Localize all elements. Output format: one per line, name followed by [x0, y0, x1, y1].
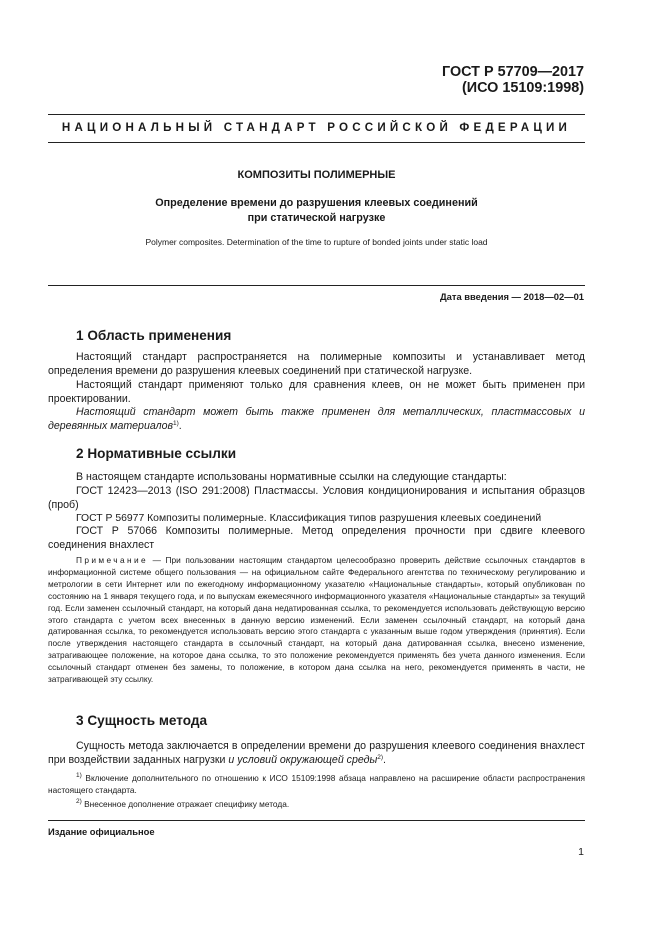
- section-3-paragraph: Сущность метода заключается в определении времени до разрушения клеевого соединения внахлест при воздействии заданных нагрузки и условий окружающей среды$^{2)}$.: [48, 740, 585, 766]
- section-1-paragraph-2: Настоящий стандарт применяют только для сравнения клеев, он не может быть применен при проектировании.: [48, 379, 585, 405]
- document-subtitle-line1: Определение времени до разрушения клеевых соединений: [155, 197, 478, 209]
- section-2-intro: В настоящем стандарте использованы нормативные ссылки на следующие стандарты:: [76, 471, 507, 483]
- footnote-ref-1: 1): [173, 419, 179, 427]
- standard-code: ГОСТ Р 57709—2017: [441, 64, 584, 80]
- title-bottom-rule: [48, 285, 585, 286]
- section-1-paragraph-1: Настоящий стандарт распространяется на полимерные композиты и устанавливает метод определения времени до разрушения клеевых соединений при статической нагрузке.: [48, 351, 585, 377]
- english-title: Polymer composites. Determination of the time to rupture of bonded joints under static load: [145, 237, 488, 247]
- reference-gost-56977: ГОСТ Р 56977 Композиты полимерные. Классификация типов разрушения клеевых соединений: [76, 513, 542, 524]
- edition-rule: [48, 820, 585, 821]
- reference-gost-12423: ГОСТ 12423—2013 (ISO 291:2008) Пластмассы. Условия кондиционирования и испытания образцов (проб): [48, 485, 585, 511]
- header-top-rule: [48, 114, 585, 115]
- introduction-date: Дата введения — 2018—02—01: [439, 291, 584, 302]
- reference-gost-57066: ГОСТ Р 57066 Композиты полимерные. Метод определения прочности при сдвиге клеевого соединения внахлест: [48, 525, 585, 551]
- note-label: Примечание: [76, 555, 149, 565]
- section-1-heading: 1 Область применения: [76, 328, 232, 343]
- footnote-1: $^{1)}$ Включение дополнительного по отношению к ИСО 15109:1998 абзаца направлено на расширение области распространения настоящего стандарта.: [48, 772, 585, 795]
- footnote-2: $^{2)}$ Внесенное дополнение отражает специфику метода.: [76, 798, 290, 809]
- section-3-heading: 3 Сущность метода: [76, 713, 208, 728]
- document-subtitle-line2: при статической нагрузке: [247, 212, 386, 224]
- section-2-heading: 2 Нормативные ссылки: [76, 446, 237, 461]
- iso-code: (ИСО 15109:1998): [462, 80, 584, 96]
- section-1-paragraph-3: Настоящий стандарт может быть также применен для металлических, пластмассовых и деревянных материалов$^{1)}$.: [48, 406, 585, 432]
- section-2-note: Примечание — При пользовании настоящим стандартом целесообразно проверить действие ссылочных стандартов в информационной системе общего пользования — на официальном сайте Федерального агентства по техническому регулированию и метрологии в сети Интернет или по ежегодному информационному указателю «Национальные стандарты», который опубликован по состоянию на 1 января текущего года, и по выпускам ежемесячного информационного указателя «Национальные стандарты» за текущий год. Если заменен ссылочный стандарт, на который дана недатированная ссылка, то рекомендуется использовать действующую версию этого стандарта с учетом всех внесенных в данную версию изменений. Если заменен ссылочный стандарт, на который дана датированная ссылка, то рекомендуется использовать версию этого стандарта с указанным выше годом утверждения (принятия). Если после утверждения настоящего стандарта в ссылочный стандарт, на который дана датированная ссылка, внесено изменение, затрагивающее положение, на которое дана ссылка, то это положение рекомендуется применять без учета данного изменения. Если ссылочный стандарт отменен без замены, то положение, в котором дана ссылка на него, рекомендуется применять в части, не затрагивающей эту ссылку.: [48, 555, 585, 685]
- document-title: КОМПОЗИТЫ ПОЛИМЕРНЫЕ: [237, 169, 396, 181]
- header-bottom-rule: [48, 142, 585, 143]
- official-edition-label: Издание официальное: [48, 826, 155, 837]
- footnote-ref-2: 2): [377, 753, 384, 761]
- national-standard-banner: НАЦИОНАЛЬНЫЙ СТАНДАРТ РОССИЙСКОЙ ФЕДЕРАЦИИ: [61, 121, 572, 134]
- page-number: 1: [578, 846, 584, 858]
